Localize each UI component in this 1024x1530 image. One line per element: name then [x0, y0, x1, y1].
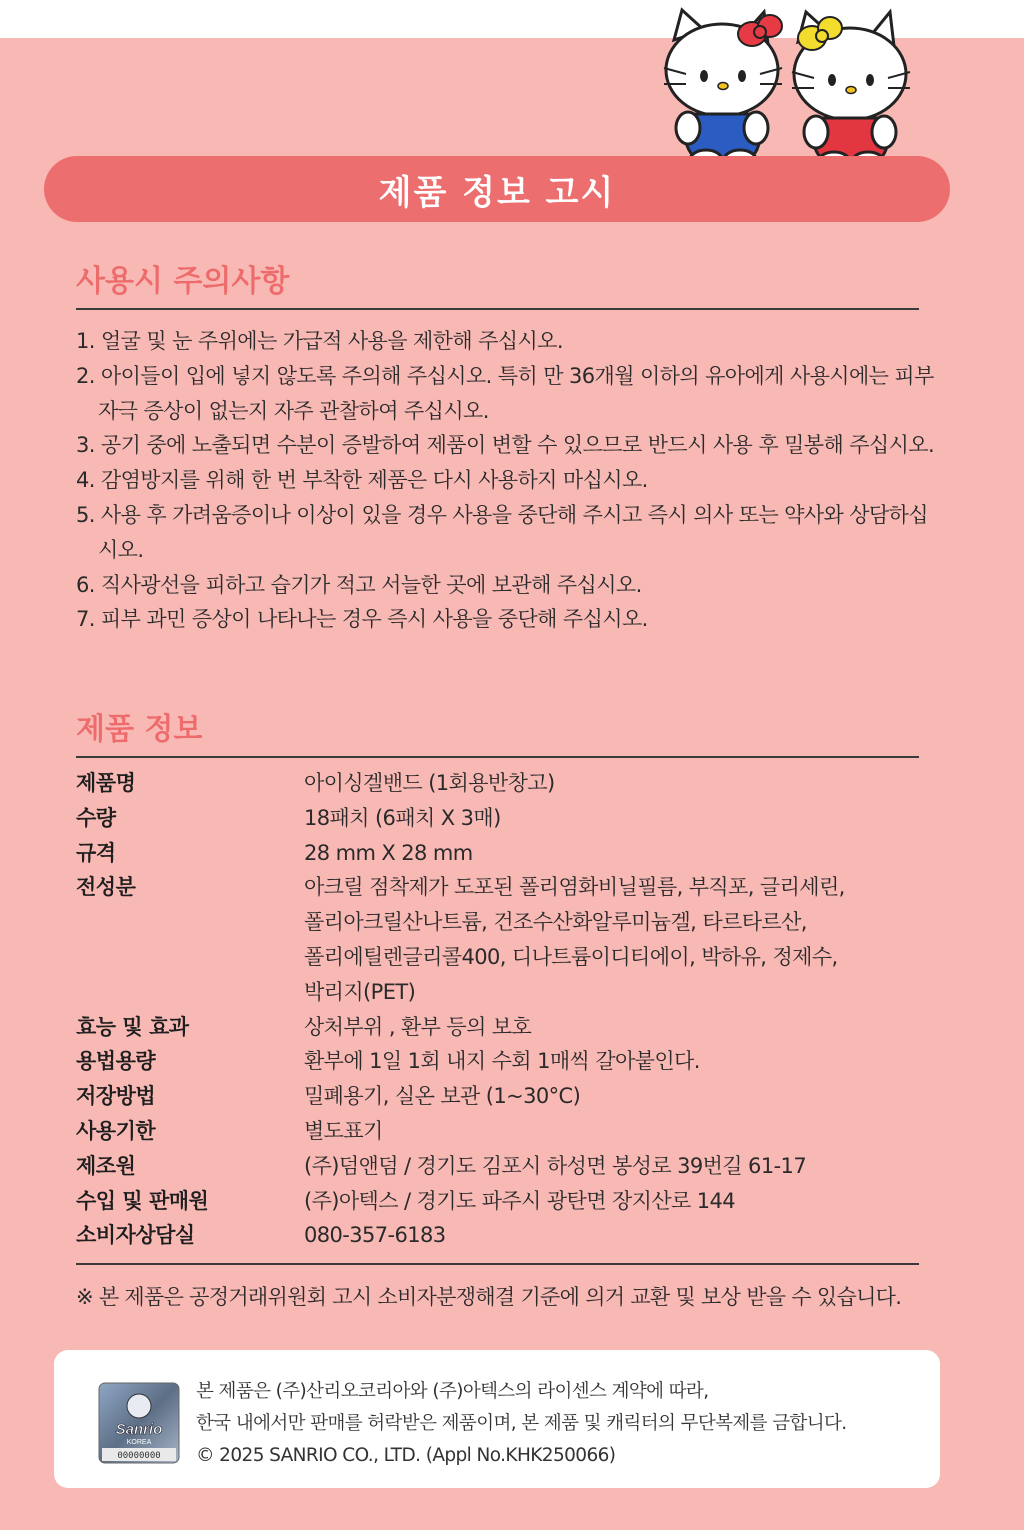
cautions-title: 사용시 주의사항: [76, 264, 290, 299]
notice-banner: [44, 156, 950, 222]
info-value: (주)덤앤덤 / 경기도 김포시 하성면 봉성로 39번길 61-17: [304, 1153, 807, 1178]
info-label: 저장방법: [76, 1084, 156, 1109]
product-info-divider: [76, 756, 919, 758]
caution-item: 1. 얼굴 및 눈 주위에는 가급적 사용을 제한해 주십시오.: [76, 329, 563, 353]
info-row-distributor: [76, 1184, 919, 1219]
license-text: [196, 1376, 926, 1472]
info-value: 아크릴 점착제가 도포된 폴리염화비닐필름, 부직포, 글리세린, 폴리아크릴산나트륨, 건조수산화알루미늄겔, 타르타르산, 폴리에틸렌글리콜400, 디나트륨이디티에이, 박하유, 정제수, 박리지(PET): [304, 875, 845, 1004]
banner-title: 제품 정보 고시: [378, 172, 616, 213]
svg-text:KOREA: KOREA: [126, 1439, 152, 1446]
exchange-note: ※ 본 제품은 공정거래위원회 고시 소비자분쟁해결 기준에 의거 교환 및 보상 받을 수 있습니다.: [76, 1285, 902, 1309]
info-label: 수량: [76, 805, 116, 830]
info-label: 제품명: [76, 771, 136, 795]
info-value: 별도표기: [304, 1118, 383, 1143]
caution-item: 3. 공기 중에 노출되면 수분이 증발하여 제품이 변할 수 있으므로 반드시 사용 후 밀봉해 주십시오.: [76, 433, 935, 458]
info-label: 전성분: [76, 875, 136, 900]
info-value: (주)아텍스 / 경기도 파주시 광탄면 장지산로 144: [304, 1188, 736, 1213]
svg-text:Sanrio: Sanrio: [115, 1421, 163, 1438]
caution-item: 4. 감염방지를 위해 한 번 부착한 제품은 다시 사용하지 마십시오.: [76, 468, 648, 493]
info-row-ingredients: [76, 870, 919, 1009]
cautions-list: [76, 324, 936, 637]
info-row-effects: [76, 1010, 919, 1045]
license-box: [54, 1350, 940, 1488]
copyright-line: © 2025 SANRIO CO., LTD. (Appl No.KHK250066): [196, 1445, 616, 1466]
info-value: 밀폐용기, 실온 보관 (1~30°C): [304, 1084, 581, 1109]
info-row-name: [76, 766, 919, 801]
right-kitty-icon: [792, 12, 910, 172]
svg-text:00000000: 00000000: [117, 1451, 161, 1461]
info-row-storage: [76, 1079, 919, 1114]
info-row-manufacturer: [76, 1149, 919, 1184]
info-label: 규격: [76, 840, 116, 865]
license-line: 한국 내에서만 판매를 허락받은 제품이며, 본 제품 및 캐릭터의 무단복제를 금합니다.: [196, 1413, 847, 1434]
info-value: 28 mm X 28 mm: [304, 840, 473, 865]
caution-item: 2. 아이들이 입에 넣지 않도록 주의해 주십시오. 특히 만 36개월 이하의 유아에게 사용시에는 피부 자극 증상이 없는지 자주 관찰하여 주십시오.: [76, 363, 934, 423]
caution-item: 7. 피부 과민 증상이 나타나는 경우 즉시 사용을 중단해 주십시오.: [76, 607, 648, 632]
info-row-consumer-center: [76, 1218, 919, 1253]
info-label: 효능 및 효과: [76, 1014, 189, 1039]
info-row-size: [76, 836, 919, 871]
info-label: 사용기한: [76, 1118, 156, 1143]
product-info-title: 제품 정보: [76, 712, 203, 747]
info-value: 상처부위 , 환부 등의 보호: [304, 1014, 532, 1039]
info-value: 아이싱겔밴드 (1회용반창고): [304, 771, 555, 795]
info-value: 환부에 1일 1회 내지 수회 1매씩 갈아붙인다.: [304, 1049, 700, 1074]
left-kitty-icon: [664, 10, 782, 170]
info-label: 용법용량: [76, 1049, 156, 1074]
info-bottom-divider: [76, 1263, 919, 1265]
license-line: 본 제품은 (주)산리오코리아와 (주)아텍스의 라이센스 계약에 따라,: [196, 1381, 709, 1402]
caution-item: 5. 사용 후 가려움증이나 이상이 있을 경우 사용을 중단해 주시고 즉시 의사 또는 약사와 상담하십시오.: [76, 502, 928, 562]
info-label: 수입 및 판매원: [76, 1188, 209, 1213]
info-value: 18패치 (6패치 X 3매): [304, 805, 501, 830]
info-value: 080-357-6183: [304, 1223, 446, 1248]
two-kitty-characters-icon: [660, 4, 930, 174]
info-label: 소비자상담실: [76, 1223, 195, 1248]
info-row-quantity: [76, 801, 919, 836]
info-label: 제조원: [76, 1153, 136, 1178]
hologram-sticker-icon: [98, 1382, 180, 1464]
cautions-divider: [76, 308, 919, 310]
product-info-table: [76, 766, 919, 1253]
info-row-expiry: [76, 1114, 919, 1149]
info-row-usage: [76, 1044, 919, 1079]
caution-item: 6. 직사광선을 피하고 습기가 적고 서늘한 곳에 보관해 주십시오.: [76, 572, 642, 597]
